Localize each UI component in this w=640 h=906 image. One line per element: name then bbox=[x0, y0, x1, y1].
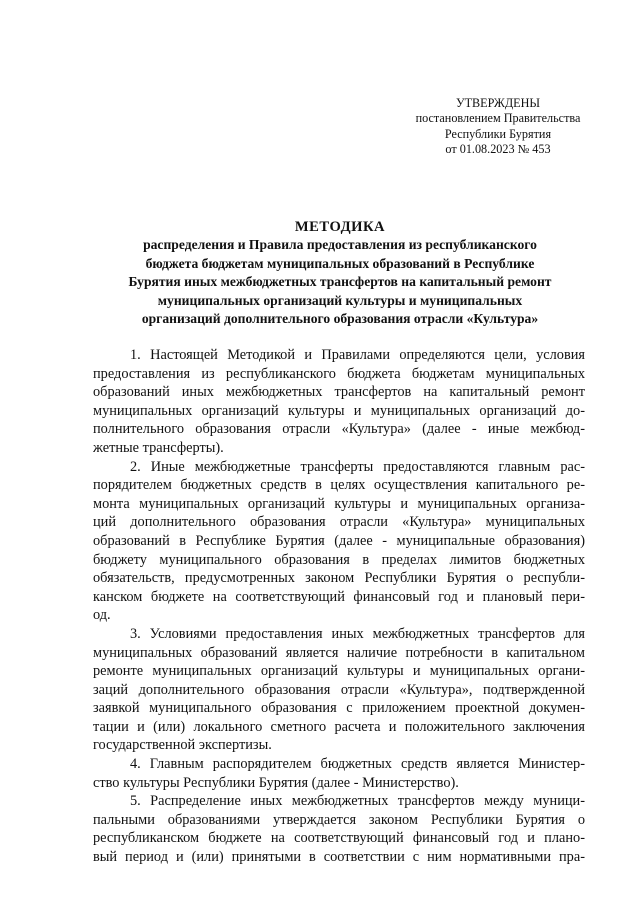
paragraph-4 bbox=[93, 755, 585, 792]
text-line: 2. Иные межбюджетные трансферты предоставляются главным рас- bbox=[130, 458, 585, 475]
text-line: монта муниципальных организаций культуры и муниципальных организа- bbox=[93, 495, 585, 512]
text-line: предоставления из республиканского бюджета бюджетам муниципальных bbox=[93, 365, 585, 382]
text-line: вый период и (или) принятыми в соответствии с ним нормативными пра- bbox=[93, 849, 585, 866]
approval-date-number: от 01.08.2023 № 453 bbox=[445, 142, 551, 157]
text-line: 5. Распределение иных межбюджетных трансфертов между муници- bbox=[130, 793, 585, 810]
text-line: канском бюджете на соответствующий финансовый год и плановый пери- bbox=[93, 588, 585, 605]
text-line: заций дополнительного образования отрасли «Культура», подтвержденной bbox=[93, 681, 585, 698]
text-line: государственной экспертизы. bbox=[93, 737, 272, 754]
paragraph-1 bbox=[93, 346, 585, 458]
text-line: образований в Республике Бурятия (далее - муниципальные образования) bbox=[93, 532, 585, 549]
approval-line: постановлением Правительства bbox=[415, 111, 581, 126]
document-subtitle-line: распределения и Правила предоставления из республиканского bbox=[143, 237, 537, 253]
text-line: заявкой муниципального образования с приложением проектной докумен- bbox=[93, 700, 585, 717]
text-line: образований иных межбюджетных трансфертов на капитальный ремонт bbox=[93, 384, 585, 401]
text-line: од. bbox=[93, 607, 111, 624]
approval-heading: УТВЕРЖДЕНЫ bbox=[455, 96, 541, 110]
text-line: муниципальных организаций культуры и муниципальных организаций до- bbox=[93, 402, 585, 419]
text-line: пальными образованиями утверждается законом Республики Бурятия о bbox=[93, 811, 585, 828]
paragraph-2 bbox=[93, 458, 585, 625]
text-line: порядителем бюджетных средств в целях осуществления капитального ре- bbox=[93, 477, 585, 494]
text-line: 3. Условиями предоставления иных межбюджетных трансфертов для bbox=[130, 625, 585, 642]
document-subtitle-line: Бурятия иных межбюджетных трансфертов на капитальный ремонт bbox=[128, 274, 552, 290]
text-line: муниципальных образований является наличие потребности в капитальном bbox=[93, 644, 585, 661]
text-line: 1. Настоящей Методикой и Правилами определяются цели, условия bbox=[130, 347, 585, 363]
document-title bbox=[96, 218, 584, 328]
document-title-main: МЕТОДИКА bbox=[294, 219, 386, 235]
text-line: ремонте муниципальных организаций культуры и муниципальных органи- bbox=[93, 663, 585, 680]
text-line: обязательств, предусмотренных законом Республики Бурятия о республи- bbox=[93, 570, 585, 587]
text-line: тации и (или) локального сметного расчета и положительного заключения bbox=[93, 718, 585, 735]
text-line: ций дополнительного образования отрасли «Культура» муниципальных bbox=[93, 514, 585, 531]
text-line: бюджету муниципального образования в пределах лимитов бюджетных bbox=[93, 551, 585, 568]
text-line: жетные трансферты). bbox=[93, 439, 224, 456]
text-line: полнительного образования отрасли «Культура» (далее - иные межбюд- bbox=[93, 421, 585, 438]
document-subtitle-line: бюджета бюджетам муниципальных образований в Республике bbox=[145, 255, 535, 271]
document-body bbox=[93, 346, 585, 867]
paragraph-3 bbox=[93, 625, 585, 755]
approval-line: Республики Бурятия bbox=[444, 126, 552, 141]
document-subtitle-line: муниципальных организаций культуры и муниципальных bbox=[157, 292, 523, 308]
text-line: республиканском бюджете на соответствующий финансовый год и плано- bbox=[93, 830, 585, 847]
document-subtitle-line: организаций дополнительного образования отрасли «Культура» bbox=[141, 311, 539, 327]
paragraph-5 bbox=[93, 792, 585, 866]
approval-stamp bbox=[398, 96, 598, 158]
text-line: ство культуры Республики Бурятия (далее - Министерство). bbox=[93, 774, 459, 791]
text-line: 4. Главным распорядителем бюджетных средств является Министер- bbox=[130, 756, 585, 773]
